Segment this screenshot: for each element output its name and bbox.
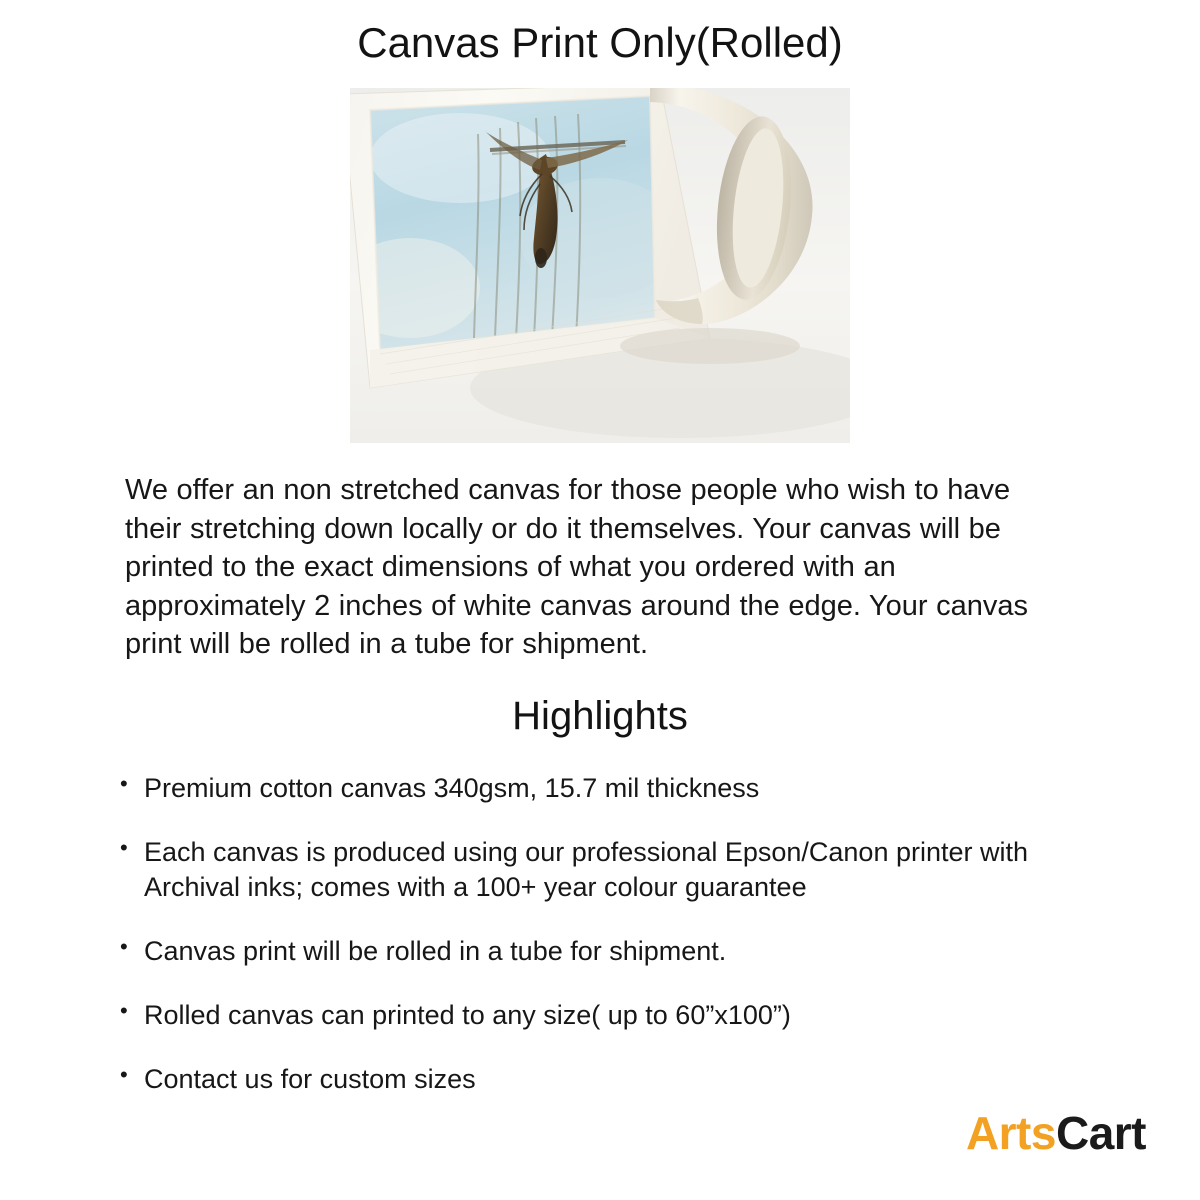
hero-image-wrapper xyxy=(350,88,850,443)
brand-logo-text: Cart xyxy=(1055,1107,1146,1159)
brand-logo-accent: Arts xyxy=(965,1107,1056,1159)
rolled-canvas-print-photo xyxy=(350,88,850,443)
product-description: We offer an non stretched canvas for those people who wish to have their stretching down locally or do it themselves. Your canvas will be printed to the exact dimensions of what you ordered with an approximately 2 inches of white canvas around the edge. Your canvas print will be rolled in a tube for shipment. xyxy=(125,474,1028,661)
list-item: • Canvas print will be rolled in a tube for shipment. xyxy=(120,934,1130,969)
brand-logo xyxy=(966,1106,1146,1160)
highlights-list xyxy=(0,771,1200,1098)
highlights-heading: Highlights xyxy=(512,694,688,738)
list-item: • Rolled canvas can printed to any size( up to 60”x100”) xyxy=(120,998,1130,1033)
list-item: • Each canvas is produced using our professional Epson/Canon printer with Archival inks; comes with a 100+ year colour guarantee xyxy=(120,835,1130,905)
page-title: Canvas Print Only(Rolled) xyxy=(357,19,843,66)
list-item: • Premium cotton canvas 340gsm, 15.7 mil thickness xyxy=(120,771,1130,806)
list-item: • Contact us for custom sizes xyxy=(120,1062,1130,1097)
